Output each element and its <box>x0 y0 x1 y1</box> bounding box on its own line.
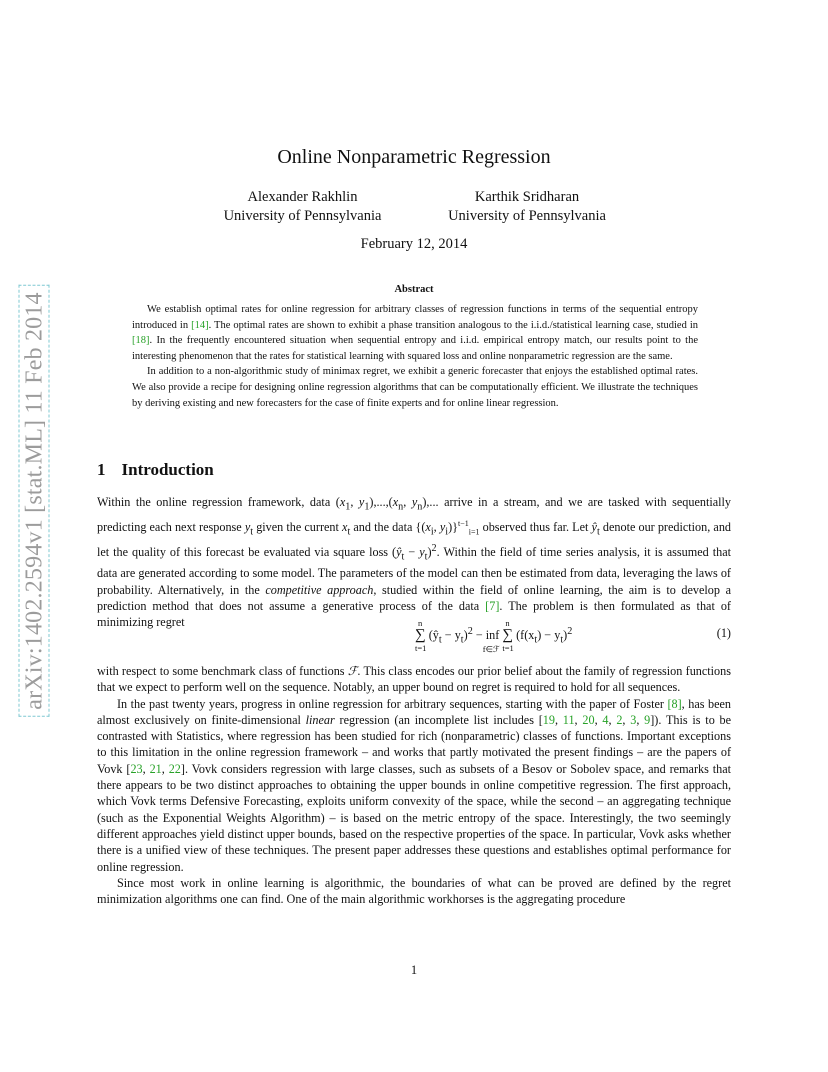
intro-paragraph: Since most work in online learning is algorithmic, the boundaries of what can be proved are defined by the regret minimization algorithms one can find. One of the main algorithmic workhorses is the aggregating procedure <box>97 875 731 907</box>
equation-1 <box>97 614 731 660</box>
abstract-heading: Abstract <box>394 284 434 295</box>
section-number: 1 <box>97 460 106 479</box>
paper-title: Online Nonparametric Regression <box>277 146 551 168</box>
author-affiliation: University of Pennsylvania <box>223 208 382 224</box>
citation-link[interactable]: 11 <box>562 712 575 727</box>
intro-paragraph: with respect to some benchmark class of functions ℱ. This class encodes our prior belief about the family of regression functions that we expect to perform well on the sequence. Notably, an upper bound on regret is required to hold for all sequences. <box>97 664 731 695</box>
citation-link[interactable]: [18] <box>132 335 150 347</box>
citation-link[interactable]: [7] <box>485 598 500 613</box>
author-name: Karthik Sridharan <box>474 189 580 205</box>
citation-link[interactable]: 20 <box>582 712 595 727</box>
intro-continued <box>97 663 731 907</box>
citation-link[interactable]: 2 <box>616 712 623 727</box>
author-block <box>205 188 400 226</box>
intro-paragraph: Within the online regression framework, data ($x_1$, $y_1),...,(x_n$, $y_n$),... arrive in a stream, and we are tasked with sequentially predicting each next response $y_t$ given the current $x_t$ and the data {($x_i$, $y_i)\}^{t-1}_{i=1}$ observed thus far. Let $ŷ_t$ denote our prediction, and let the quality of this forecast be evaluated via square loss $(ŷ_t - y_t)^2$. Within the field of time series analysis, it is assumed that data are generated according to some model. The parameters of the model can then be estimated from data, leveraging the laws of probability. Alternatively, in the competitive approach, studied within the field of online learning, the aim is to develop a prediction method that does not assume a generative process of the data [7]. The problem is then formulated as that of minimizing regret <box>97 495 732 630</box>
page-number: 1 <box>410 963 418 977</box>
citation-link[interactable]: [14] <box>191 319 209 331</box>
citation-link[interactable]: 9 <box>644 712 651 727</box>
abstract-paragraph: In addition to a non-algorithmic study of minimax regret, we exhibit a generic forecaster that enjoys the established optimal rates. We also provide a recipe for designing online regression algorithms that can be computationally efficient. We illustrate the techniques by deriving existing and new forecasters for the case of finite experts and for online linear regression. <box>132 366 698 409</box>
author-name: Alexander Rakhlin <box>247 189 358 205</box>
arxiv-stamp <box>17 262 51 740</box>
paper-date: February 12, 2014 <box>360 236 468 252</box>
abstract <box>132 302 698 411</box>
citation-link[interactable]: 22 <box>168 761 181 776</box>
citation-link[interactable]: 23 <box>130 761 143 776</box>
author-block <box>432 188 622 226</box>
author-affiliation: University of Pennsylvania <box>448 208 606 224</box>
citation-link[interactable]: 19 <box>542 712 555 727</box>
equation-expression: n ∑ t=1 $(ŷ_t - y_t)^2$ − inf f∈ℱ n ∑ t=1 $(f(x_t) - y_t)^2$ <box>415 618 573 655</box>
section-heading <box>97 460 214 480</box>
intro-paragraph: In the past twenty years, progress in online regression for arbitrary sequences, starting with the paper of Foster [8], has been almost exclusively on finite-dimensional linear regression (an incomplete list includes [19, 11, 20, 4, 2, 3, 9]). This is to be contrasted with Statistics, where regression has been studied for rich (nonparametric) classes of functions. Important exceptions to this limitation in the online regression framework – and works that partly motivated the present findings – are the papers of Vovk [23, 21, 22]. Vovk considers regression with large classes, such as subsets of a Besov or Sobolev space, and remarks that there appears to be two distinct approaches to obtaining the upper bounds in online competitive regression. The first approach, which Vovk terms Defensive Forecasting, exploits uniform convexity of the space, while the second – an aggregating technique (such as the Exponential Weights Algorithm) – is based on the metric entropy of the space. Interestingly, the two seemingly different approaches yield distinct upper bounds, based on the respective properties of the space. In particular, Vovk asks whether there is a unified view of these techniques. The present paper addresses these questions and establishes optimal performance for online regression. <box>97 696 732 874</box>
section-title: Introduction <box>121 460 214 479</box>
citation-link[interactable]: 3 <box>630 712 637 727</box>
citation-link[interactable]: 4 <box>602 712 609 727</box>
citation-link[interactable]: [8] <box>667 696 682 711</box>
abstract-paragraph: We establish optimal rates for online regression for arbitrary classes of regression functions in terms of the sequential entropy introduced in [14]. The optimal rates are shown to exhibit a phase transition analogous to the i.i.d./statistical learning case, studied in [18]. In the frequently encountered situation when sequential entropy and i.i.d. empirical entropy match, our results point to the interesting phenomenon that the rates for statistical learning with squared loss and online nonparametric regression are the same. <box>132 304 698 362</box>
equation-number: (1) <box>716 626 731 640</box>
arxiv-stamp-text: arXiv:1402.2594v1 [stat.ML] 11 Feb 2014 <box>19 285 50 717</box>
citation-link[interactable]: 21 <box>149 761 162 776</box>
